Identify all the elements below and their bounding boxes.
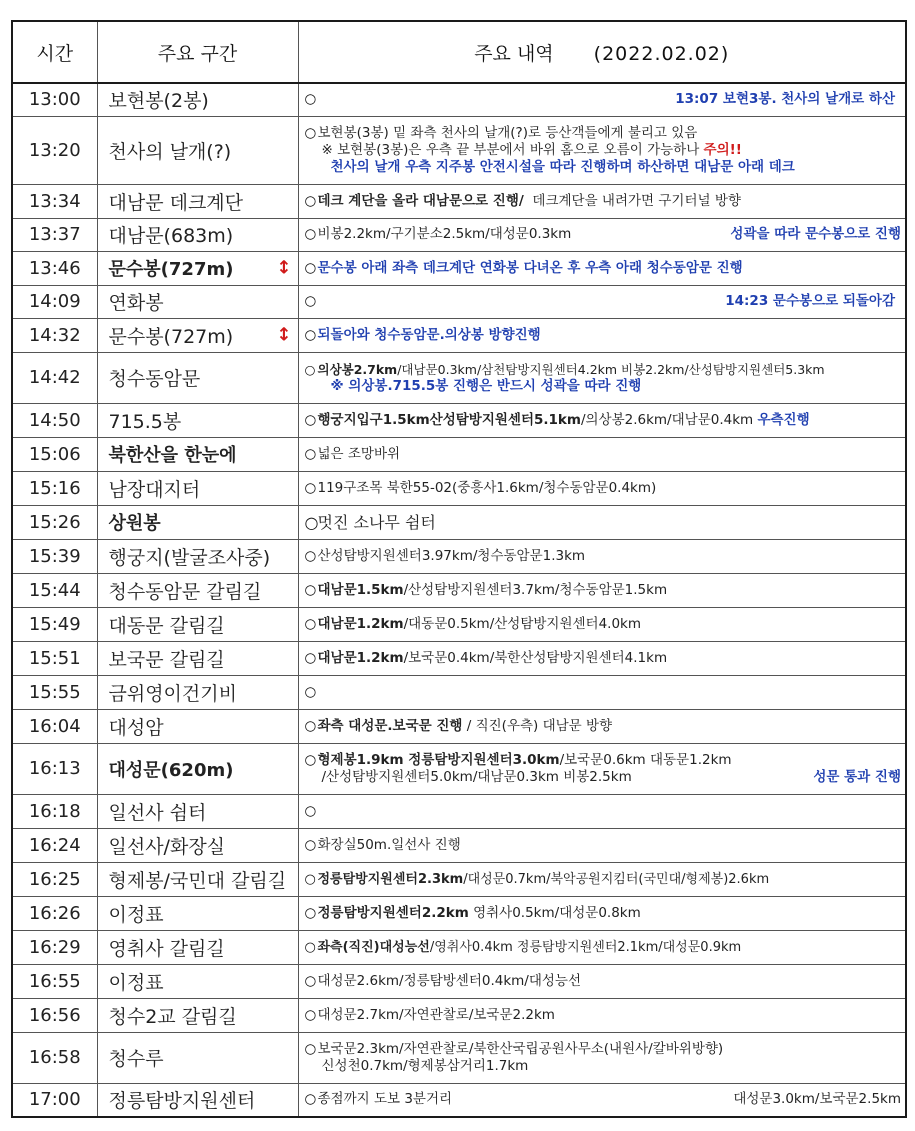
circle-bullet: ○	[304, 547, 317, 564]
table-row	[12, 896, 906, 930]
table-row	[12, 743, 906, 794]
table-row	[12, 828, 906, 862]
row-details	[298, 285, 906, 318]
detail-bold: 정릉탐방지원센터2.2km	[317, 904, 469, 921]
row-section: 일선사/화장실	[97, 828, 298, 862]
row-section	[97, 251, 298, 285]
row-section: 청수동암문 갈림길	[97, 573, 298, 607]
detail-text: 되돌아와 청수동암문.의상봉 방향진행	[317, 326, 541, 343]
row-time: 14:32	[12, 318, 97, 352]
circle-bullet: ○	[304, 836, 317, 853]
header-section: 주요 구간	[97, 21, 298, 83]
circle-bullet: ○	[304, 479, 317, 496]
detail-text: /보국문0.6km 대동문1.2km	[559, 751, 732, 768]
row-time: 13:46	[12, 251, 97, 285]
row-time: 15:26	[12, 505, 97, 539]
row-section: 대성암	[97, 709, 298, 743]
row-details	[298, 116, 906, 184]
table-row	[12, 505, 906, 539]
row-section: 대남문(683m)	[97, 218, 298, 251]
table-row	[12, 930, 906, 964]
detail-bold: 대남문1.2km	[317, 615, 404, 632]
row-section: 천사의 날개(?)	[97, 116, 298, 184]
row-section: 남장대지터	[97, 471, 298, 505]
detail-bold: 의상봉2.7km	[317, 361, 398, 377]
table-row	[12, 403, 906, 437]
row-section: 청수동암문	[97, 352, 298, 403]
detail-text: /산성탐방지원센터3.7km/청수동암문1.5km	[403, 581, 668, 598]
table-row	[12, 794, 906, 828]
row-details	[298, 184, 906, 218]
detail-bold: 형제봉1.9km 정릉탐방지원센터3.0km	[317, 751, 560, 768]
detail-bold: 행궁지입구1.5km산성탐방지원센터5.1km	[317, 411, 581, 428]
row-section: 이정표	[97, 964, 298, 998]
row-details	[298, 709, 906, 743]
circle-bullet: ○	[304, 124, 317, 141]
row-time: 15:39	[12, 539, 97, 573]
detail-text: 넓은 조망바위	[317, 445, 401, 462]
schedule-page	[11, 20, 907, 1118]
row-time: 16:25	[12, 862, 97, 896]
row-time: 13:37	[12, 218, 97, 251]
table-row	[12, 285, 906, 318]
table-row	[12, 184, 906, 218]
detail-bold: 대남문1.2km	[317, 649, 404, 666]
detail-right: 성문 통과 진행	[813, 768, 901, 785]
table-row	[12, 218, 906, 251]
warning-label: 주의!!	[703, 141, 742, 158]
row-time: 15:55	[12, 675, 97, 709]
detail-text: /대남문0.3km/삼천탐방지원센터4.2km 비봉2.2km/산성탐방지원센터5.3km	[397, 361, 825, 377]
detail-bold: 정릉탐방지원센터2.3km	[317, 871, 464, 887]
row-section: 이정표	[97, 896, 298, 930]
detail-text: 화장실50m.일선사 진행	[317, 836, 461, 853]
detail-text: / 직진(우측) 대남문 방향	[466, 717, 613, 734]
detail-text: 보국문2.3km/자연관찰로/북한산국립공원사무소(내원사/칼바위방향)	[317, 1040, 724, 1057]
detail-text: 산성탐방지원센터3.97km/청수동암문1.3km	[317, 547, 586, 564]
detail-text: 119구조목 북한55-02(중흥사1.6km/청수동암문0.4km)	[317, 479, 657, 496]
section-label: 문수봉(727m)	[108, 259, 234, 280]
row-details	[298, 896, 906, 930]
row-section	[97, 318, 298, 352]
table-row	[12, 83, 906, 116]
row-details	[298, 1032, 906, 1083]
row-section: 대동문 갈림길	[97, 607, 298, 641]
row-section: 일선사 쉼터	[97, 794, 298, 828]
circle-bullet: ○	[304, 615, 317, 632]
row-details	[298, 998, 906, 1032]
detail-text: 비봉2.2km/구기분소2.5km/대성문0.3km	[317, 226, 572, 242]
row-details	[298, 318, 906, 352]
circle-bullet: ○	[304, 91, 317, 108]
row-details	[298, 218, 906, 251]
row-time: 15:16	[12, 471, 97, 505]
table-row	[12, 251, 906, 285]
detail-line-2: ※ 보현봉(3봉)은 우측 끝 부분에서 바위 홈으로 오름이 가능하나	[321, 141, 700, 158]
detail-bold: 좌측(직진)대성능선	[317, 939, 430, 955]
detail-text: /영취사0.4km 정릉탐방지원센터2.1km/대성문0.9km	[429, 939, 742, 955]
row-details	[298, 352, 906, 403]
row-details	[298, 607, 906, 641]
row-details	[298, 403, 906, 437]
row-section: 상원봉	[97, 505, 298, 539]
circle-bullet: ○	[304, 581, 317, 598]
detail-bold: 좌측 대성문.보국문 진행	[317, 717, 463, 734]
detail-text: /대성문0.7km/북악공원지킴터(국민대/형제봉)2.6km	[463, 871, 770, 887]
row-details	[298, 641, 906, 675]
header-time: 시간	[12, 21, 97, 83]
hiking-schedule-table	[11, 20, 907, 1118]
detail-line-2: 신성천0.7km/형제봉삼거리1.7km	[321, 1057, 529, 1074]
circle-bullet: ○	[304, 1006, 317, 1023]
row-time: 15:44	[12, 573, 97, 607]
circle-bullet: ○	[304, 192, 317, 209]
row-time: 14:09	[12, 285, 97, 318]
row-details	[298, 251, 906, 285]
row-section: 대남문 데크계단	[97, 184, 298, 218]
row-section: 보현봉(2봉)	[97, 83, 298, 116]
circle-bullet: ○	[304, 649, 317, 666]
row-time: 16:29	[12, 930, 97, 964]
detail-text: 멋진 소나무 쉼터	[317, 512, 436, 532]
row-time: 17:00	[12, 1083, 97, 1117]
row-section: 정릉탐방지원센터	[97, 1083, 298, 1117]
detail-bold: 데크 계단을 올라 대남문으로 진행/	[317, 192, 524, 209]
row-details	[298, 437, 906, 471]
row-section: 대성문(620m)	[97, 743, 298, 794]
row-details	[298, 471, 906, 505]
circle-bullet: ○	[304, 326, 317, 343]
row-section: 보국문 갈림길	[97, 641, 298, 675]
table-row	[12, 352, 906, 403]
detail-line-3: 천사의 날개 우측 지주봉 안전시설을 따라 진행하며 하산하면 대남문 아래 데크	[330, 158, 795, 175]
row-details	[298, 505, 906, 539]
row-details	[298, 794, 906, 828]
row-section: 청수2교 갈림길	[97, 998, 298, 1032]
row-details	[298, 573, 906, 607]
table-row	[12, 116, 906, 184]
row-time: 16:55	[12, 964, 97, 998]
row-section: 형제봉/국민대 갈림길	[97, 862, 298, 896]
row-time: 14:50	[12, 403, 97, 437]
table-row	[12, 437, 906, 471]
row-section: 북한산을 한눈에	[97, 437, 298, 471]
detail-bold: 대남문1.5km	[317, 581, 404, 598]
detail-text: /보국문0.4km/북한산성탐방지원센터4.1km	[403, 649, 668, 666]
table-row	[12, 641, 906, 675]
row-time: 14:42	[12, 352, 97, 403]
row-time: 16:24	[12, 828, 97, 862]
row-time: 13:20	[12, 116, 97, 184]
row-section: 영취사 갈림길	[97, 930, 298, 964]
row-time: 15:51	[12, 641, 97, 675]
circle-bullet: ○	[304, 411, 317, 428]
row-time: 16:13	[12, 743, 97, 794]
detail-line-1: 보현봉(3봉) 밑 좌측 천사의 날개(?)로 등산객들에게 불리고 있음	[317, 124, 698, 141]
detail-text: 종점까지 도보 3분거리	[317, 1091, 453, 1108]
circle-bullet: ○	[304, 751, 317, 768]
detail-right: 13:07 보현3봉. 천사의 날개로 하산	[675, 91, 895, 108]
detail-right: 우측진행	[757, 411, 810, 428]
row-details	[298, 539, 906, 573]
circle-bullet: ○	[304, 683, 317, 700]
detail-text: 대성문2.7km/자연관찰로/보국문2.2km	[317, 1006, 555, 1023]
row-time: 13:00	[12, 83, 97, 116]
circle-bullet: ○	[304, 226, 317, 242]
circle-bullet: ○	[304, 904, 317, 921]
detail-text: 데크계단을 내려가면 구기터널 방향	[532, 192, 741, 209]
row-time: 15:49	[12, 607, 97, 641]
section-label: 문수봉(727m)	[108, 325, 234, 348]
table-row	[12, 998, 906, 1032]
table-row	[12, 709, 906, 743]
row-section: 청수루	[97, 1032, 298, 1083]
circle-bullet: ○	[304, 259, 317, 276]
row-section: 행궁지(발굴조사중)	[97, 539, 298, 573]
circle-bullet: ○	[304, 293, 317, 309]
detail-text: /대동문0.5km/산성탐방지원센터4.0km	[403, 615, 642, 632]
row-details	[298, 930, 906, 964]
detail-text: 문수봉 아래 좌측 데크계단 연화봉 다녀온 후 우측 아래 청수동암문 진행	[317, 259, 743, 276]
row-time: 16:26	[12, 896, 97, 930]
header-details	[298, 21, 906, 83]
table-row	[12, 471, 906, 505]
row-section: 715.5봉	[97, 403, 298, 437]
table-row	[12, 964, 906, 998]
row-time: 16:04	[12, 709, 97, 743]
row-time: 13:34	[12, 184, 97, 218]
header-details-label: 주요 내역	[474, 42, 554, 65]
detail-line-2: /산성탐방지원센터5.0km/대남문0.3km 비봉2.5km	[321, 768, 632, 785]
table-row	[12, 607, 906, 641]
up-down-arrow-icon: ↕	[276, 257, 292, 279]
detail-right: 14:23 문수봉으로 되돌아감	[725, 293, 895, 309]
circle-bullet: ○	[304, 361, 316, 377]
table-row	[12, 675, 906, 709]
table-row	[12, 1083, 906, 1117]
row-details	[298, 862, 906, 896]
circle-bullet: ○	[304, 1091, 317, 1108]
header-row	[12, 21, 906, 83]
row-details	[298, 743, 906, 794]
detail-text: 영취사0.5km/대성문0.8km	[473, 904, 641, 921]
up-down-arrow-icon: ↕	[276, 324, 292, 346]
header-date: (2022.02.02)	[593, 42, 730, 65]
detail-text: 대성문2.6km/정릉탐방센터0.4km/대성능선	[317, 972, 582, 989]
row-section: 연화봉	[97, 285, 298, 318]
row-time: 16:58	[12, 1032, 97, 1083]
table-row	[12, 318, 906, 352]
detail-right: 성곽을 따라 문수봉으로 진행	[730, 226, 901, 242]
circle-bullet: ○	[304, 512, 319, 532]
detail-text: /의상봉2.6km/대남문0.4km	[580, 411, 754, 428]
circle-bullet: ○	[304, 717, 317, 734]
row-details	[298, 828, 906, 862]
circle-bullet: ○	[304, 939, 316, 955]
table-row	[12, 573, 906, 607]
circle-bullet: ○	[304, 445, 317, 462]
row-details	[298, 1083, 906, 1117]
row-time: 15:06	[12, 437, 97, 471]
detail-line-2: ※ 의상봉.715.5봉 진행은 반드시 성곽을 따라 진행	[330, 377, 642, 394]
row-details	[298, 83, 906, 116]
table-row	[12, 1032, 906, 1083]
circle-bullet: ○	[304, 871, 316, 887]
table-row	[12, 862, 906, 896]
table-row	[12, 539, 906, 573]
row-section: 금위영이건기비	[97, 675, 298, 709]
circle-bullet: ○	[304, 802, 317, 819]
detail-right: 대성문3.0km/보국문2.5km	[733, 1091, 901, 1108]
row-time: 16:18	[12, 794, 97, 828]
row-details	[298, 964, 906, 998]
circle-bullet: ○	[304, 972, 317, 989]
circle-bullet: ○	[304, 1040, 317, 1057]
row-details	[298, 675, 906, 709]
row-time: 16:56	[12, 998, 97, 1032]
